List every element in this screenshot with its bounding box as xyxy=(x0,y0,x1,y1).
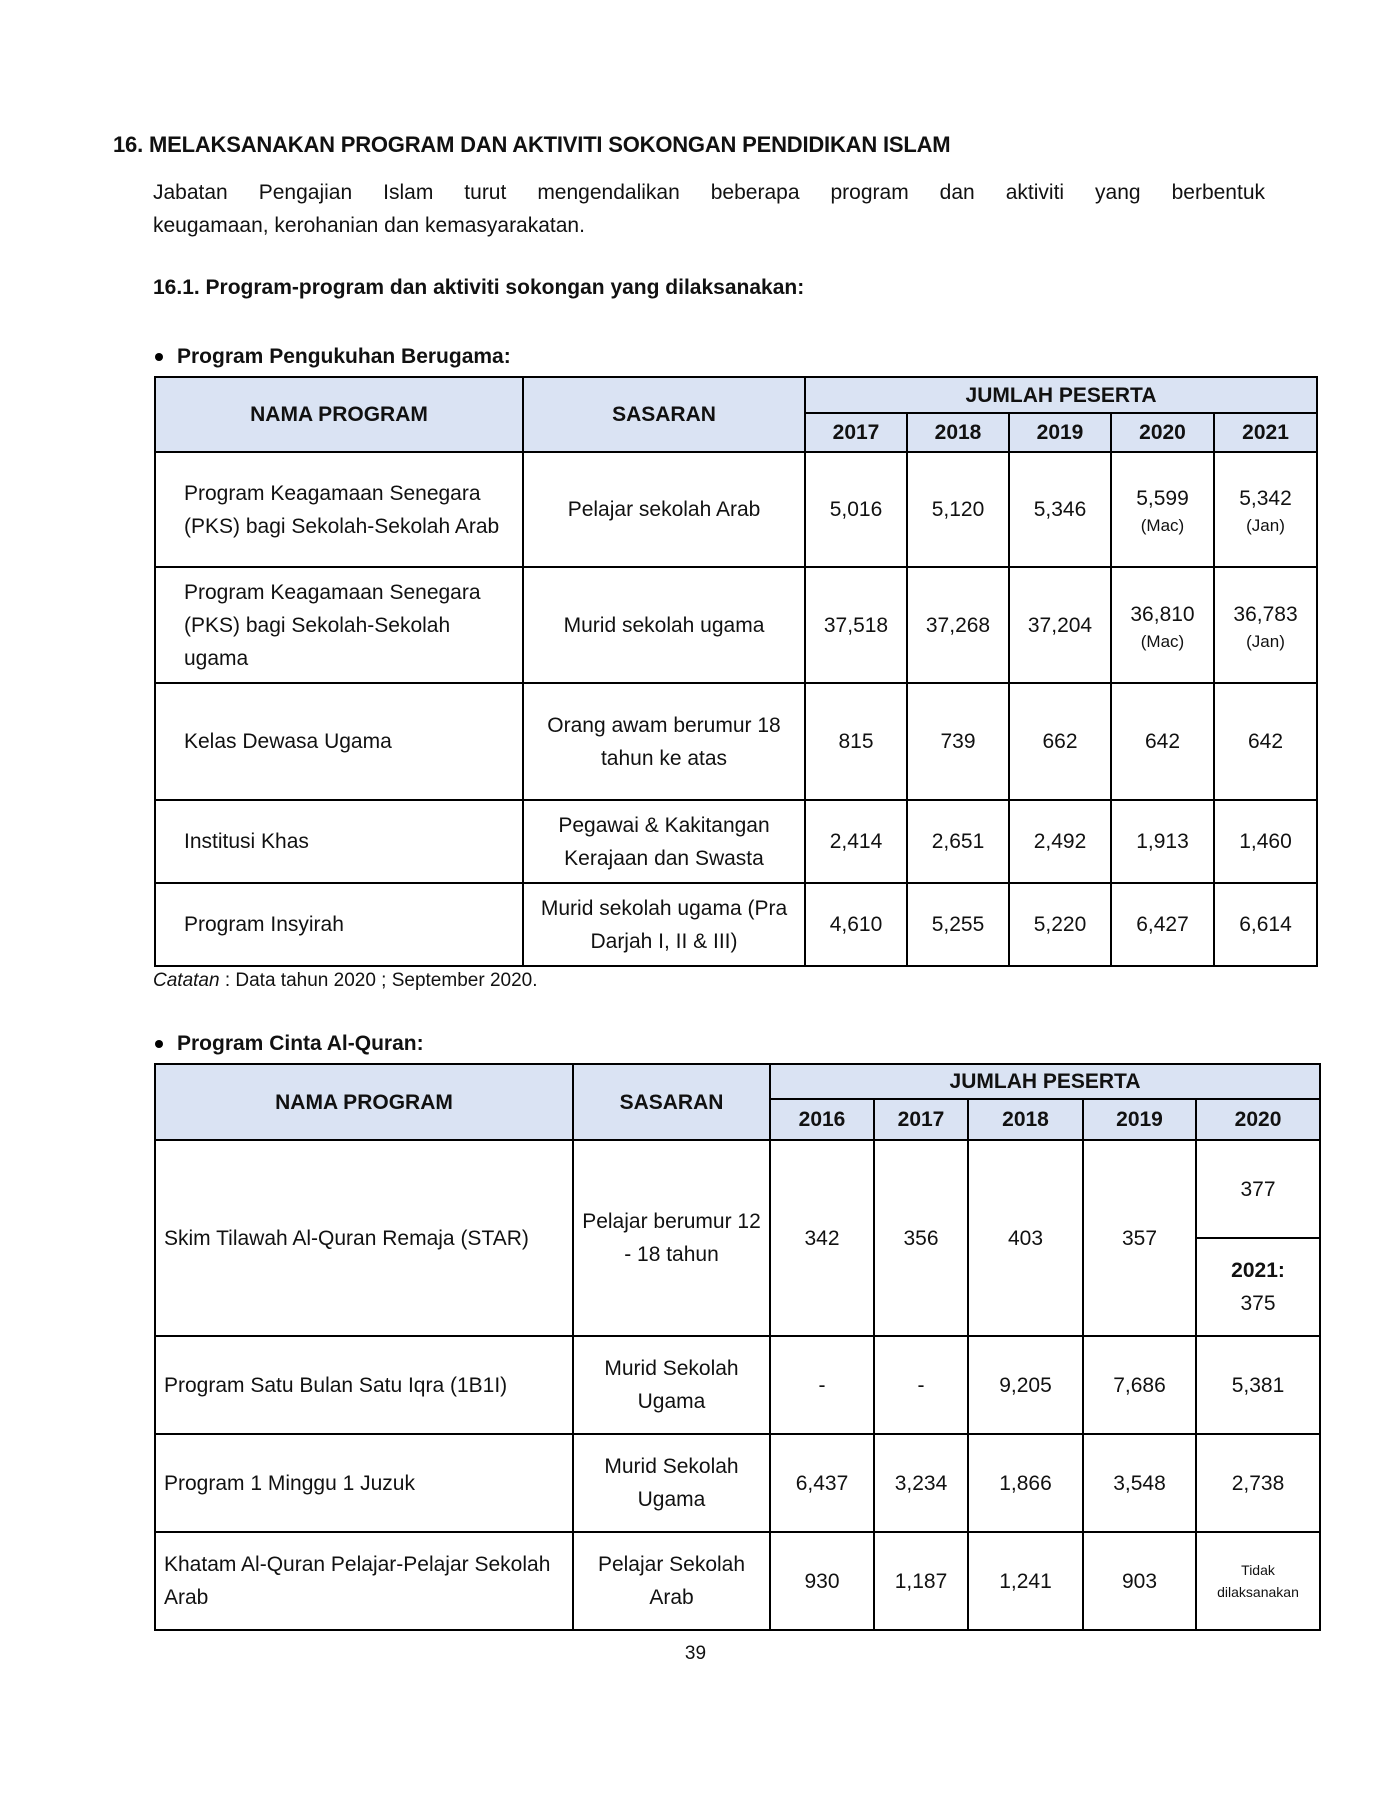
header-year: 2018 xyxy=(907,413,1009,452)
table-row xyxy=(155,683,1317,800)
cell-value-split xyxy=(1196,1140,1320,1336)
not-conducted-text: Tidak dilaksanakan xyxy=(1217,1562,1299,1600)
table-row xyxy=(155,567,1317,683)
cell-target: Pegawai & Kakitangan Kerajaan dan Swasta xyxy=(523,800,805,883)
table-row xyxy=(155,800,1317,883)
cell-value: 3,234 xyxy=(874,1434,968,1532)
cell-target: Murid sekolah ugama xyxy=(523,567,805,683)
cell-target: Pelajar Sekolah Arab xyxy=(573,1532,770,1630)
cell-value: 37,204 xyxy=(1009,567,1111,683)
cell-target: Pelajar berumur 12 - 18 tahun xyxy=(573,1140,770,1336)
cell-value: - xyxy=(770,1336,874,1434)
value-note: (Mac) xyxy=(1140,631,1185,651)
cell-value: 739 xyxy=(907,683,1009,800)
header-year: 2020 xyxy=(1196,1099,1320,1140)
value: 36,810 xyxy=(1130,602,1195,626)
cell-value xyxy=(1111,452,1214,567)
cell-value: - xyxy=(874,1336,968,1434)
cell-value: 342 xyxy=(770,1140,874,1336)
cell-target: Orang awam berumur 18 tahun ke atas xyxy=(523,683,805,800)
cell-value: 662 xyxy=(1009,683,1111,800)
bullet-pengukuhan xyxy=(153,345,511,369)
value-note: (Jan) xyxy=(1246,516,1285,535)
cell-value: 642 xyxy=(1111,683,1214,800)
value: 5,599 xyxy=(1136,487,1189,510)
cell-value: 2,738 xyxy=(1196,1434,1320,1532)
extra-label: 2021: xyxy=(1231,1259,1285,1282)
cell-value: 5,255 xyxy=(907,883,1009,966)
cell-value: 4,610 xyxy=(805,883,907,966)
cell-value: 6,427 xyxy=(1111,883,1214,966)
header-row-1 xyxy=(155,377,1317,413)
cell-value: 7,686 xyxy=(1083,1336,1196,1434)
cell-value: 1,241 xyxy=(968,1532,1083,1630)
table-row xyxy=(155,1434,1320,1532)
section-heading xyxy=(113,132,950,158)
header-year: 2020 xyxy=(1111,413,1214,452)
table-row xyxy=(155,1336,1320,1434)
section-title: MELAKSANAKAN PROGRAM DAN AKTIVITI SOKONGAN PENDIDIKAN ISLAM xyxy=(149,132,951,157)
bullet-icon xyxy=(155,353,163,361)
value: 5,342 xyxy=(1239,487,1292,510)
cell-value: 2,492 xyxy=(1009,800,1111,883)
cell-value: 642 xyxy=(1214,683,1317,800)
table-row xyxy=(155,1532,1320,1630)
cell-value: 5,220 xyxy=(1009,883,1111,966)
cell-value: 356 xyxy=(874,1140,968,1336)
header-sasaran: SASARAN xyxy=(573,1064,770,1140)
cell-value: 403 xyxy=(968,1140,1083,1336)
cell-value: 357 xyxy=(1083,1140,1196,1336)
cell-value: 5,381 xyxy=(1196,1336,1320,1434)
header-year: 2017 xyxy=(874,1099,968,1140)
value-2020: 377 xyxy=(1197,1141,1319,1239)
cell-value: 9,205 xyxy=(968,1336,1083,1434)
cell-value: 903 xyxy=(1083,1532,1196,1630)
table-note xyxy=(153,970,538,992)
cell-value: 37,518 xyxy=(805,567,907,683)
cell-value xyxy=(1214,452,1317,567)
table-cinta-alquran xyxy=(154,1063,1321,1631)
cell-value: 5,016 xyxy=(805,452,907,567)
cell-program: Skim Tilawah Al-Quran Remaja (STAR) xyxy=(155,1140,573,1336)
cell-value xyxy=(1214,567,1317,683)
header-jumlah-peserta: JUMLAH PESERTA xyxy=(770,1064,1320,1099)
subsection-title: 16.1. Program-program dan aktiviti sokongan yang dilaksanakan: xyxy=(153,276,805,299)
header-year: 2021 xyxy=(1214,413,1317,452)
intro-line-1: Jabatan Pengajian Islam turut mengendalikan beberapa program dan aktiviti yang berbentuk xyxy=(153,181,1265,204)
cell-program: Program Keagamaan Senegara (PKS) bagi Sekolah-Sekolah Arab xyxy=(155,452,523,567)
cell-value xyxy=(1111,567,1214,683)
bullet-icon xyxy=(155,1040,163,1048)
cell-program: Program Satu Bulan Satu Iqra (1B1I) xyxy=(155,1336,573,1434)
cell-target: Murid sekolah ugama (Pra Darjah I, II & III) xyxy=(523,883,805,966)
bullet-cinta-alquran xyxy=(153,1032,424,1056)
value-2021 xyxy=(1197,1239,1319,1335)
header-year: 2019 xyxy=(1083,1099,1196,1140)
bullet-title: Program Cinta Al-Quran: xyxy=(177,1032,424,1055)
cell-target: Pelajar sekolah Arab xyxy=(523,452,805,567)
cell-value: 5,346 xyxy=(1009,452,1111,567)
cell-value: 1,866 xyxy=(968,1434,1083,1532)
cell-value: 815 xyxy=(805,683,907,800)
table-pengukuhan-berugama xyxy=(154,376,1318,967)
cell-program: Khatam Al-Quran Pelajar-Pelajar Sekolah Arab xyxy=(155,1532,573,1630)
header-nama-program: NAMA PROGRAM xyxy=(155,377,523,452)
cell-value: 6,437 xyxy=(770,1434,874,1532)
cell-program: Program Keagamaan Senegara (PKS) bagi Sekolah-Sekolah ugama xyxy=(155,567,523,683)
value-note: (Jan) xyxy=(1246,631,1285,651)
note-text: : Data tahun 2020 ; September 2020. xyxy=(219,970,538,991)
header-nama-program: NAMA PROGRAM xyxy=(155,1064,573,1140)
section-number: 16. xyxy=(113,132,143,157)
header-jumlah-peserta: JUMLAH PESERTA xyxy=(805,377,1317,413)
table-row xyxy=(155,452,1317,567)
note-label: Catatan xyxy=(153,970,220,991)
intro-paragraph xyxy=(153,176,1265,242)
cell-value: 2,651 xyxy=(907,800,1009,883)
value-note: (Mac) xyxy=(1140,516,1185,535)
cell-value: 5,120 xyxy=(907,452,1009,567)
header-sasaran: SASARAN xyxy=(523,377,805,452)
cell-value: 1,913 xyxy=(1111,800,1214,883)
header-year: 2016 xyxy=(770,1099,874,1140)
extra-value: 375 xyxy=(1240,1292,1276,1315)
cell-value: 2,414 xyxy=(805,800,907,883)
page-number: 39 xyxy=(684,1643,707,1664)
value: 36,783 xyxy=(1233,602,1298,626)
cell-value: 930 xyxy=(770,1532,874,1630)
cell-target: Murid Sekolah Ugama xyxy=(573,1336,770,1434)
header-year: 2017 xyxy=(805,413,907,452)
cell-program: Kelas Dewasa Ugama xyxy=(155,683,523,800)
cell-value: 3,548 xyxy=(1083,1434,1196,1532)
header-year: 2019 xyxy=(1009,413,1111,452)
cell-value: 6,614 xyxy=(1214,883,1317,966)
cell-program: Program Insyirah xyxy=(155,883,523,966)
cell-value: 1,460 xyxy=(1214,800,1317,883)
table-row xyxy=(155,883,1317,966)
cell-value: 1,187 xyxy=(874,1532,968,1630)
intro-line-2: keugamaan, kerohanian dan kemasyarakatan. xyxy=(153,214,585,237)
cell-value: 37,268 xyxy=(907,567,1009,683)
cell-program: Institusi Khas xyxy=(155,800,523,883)
cell-target: Murid Sekolah Ugama xyxy=(573,1434,770,1532)
header-row-1 xyxy=(155,1064,1320,1099)
cell-value-small xyxy=(1196,1532,1320,1630)
table-row xyxy=(155,1140,1320,1336)
header-year: 2018 xyxy=(968,1099,1083,1140)
cell-program: Program 1 Minggu 1 Juzuk xyxy=(155,1434,573,1532)
bullet-title: Program Pengukuhan Berugama: xyxy=(177,345,511,368)
